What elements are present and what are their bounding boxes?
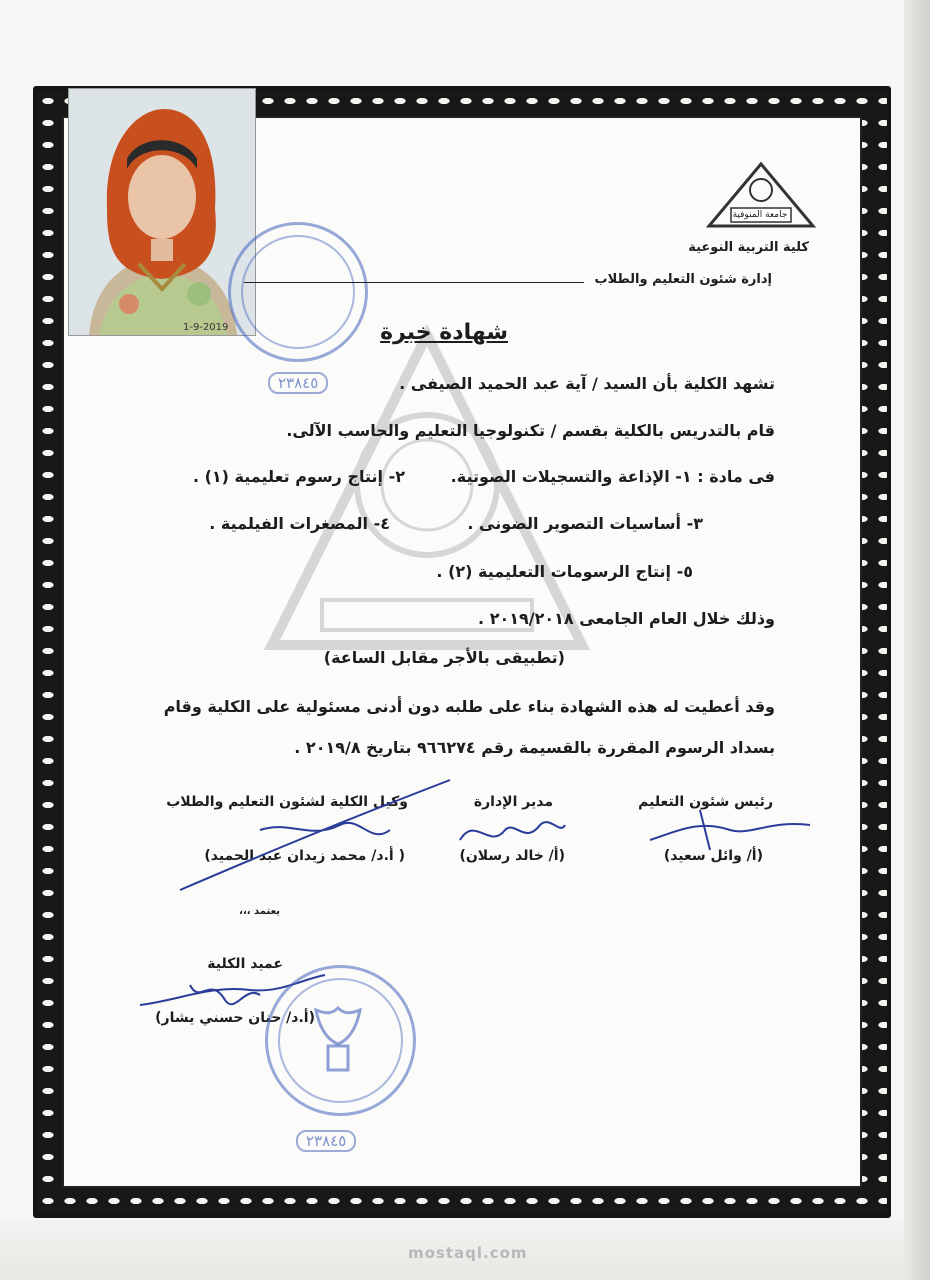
dean-name: (أ.د/ حنان حسني يشار) — [155, 1010, 315, 1026]
subject-line-d: ٤- المصغرات الفيلمية . — [209, 514, 390, 533]
department-line — [260, 272, 772, 287]
eagle-emblem — [306, 1000, 370, 1076]
department-name: إدارة شئون التعليم والطلاب — [594, 272, 772, 287]
approval-note: يعتمد ،،، — [239, 906, 280, 917]
manager-name: (أ/ خالد رسلان) — [459, 848, 565, 864]
dean-title: عميد الكلية — [207, 956, 283, 972]
certificate-title: شهادة خبرة — [380, 320, 508, 345]
college-seal-top — [228, 222, 368, 362]
disclaimer-line-2: بسداد الرسوم المقررة بالقسيمة رقم ٩٦٦٢٧٤ بتاريخ ٢٠١٩/٨ . — [294, 738, 775, 757]
vice-dean-name: ( أ.د/ محمد زيدان عبد الحميد) — [204, 848, 405, 864]
payment-type-line: (تطبيقى بالأجر مقابل الساعة) — [323, 648, 565, 667]
manager-title: مدير الإدارة — [473, 794, 553, 810]
stamp-number-bottom: ٢٣٨٤٥ — [296, 1130, 356, 1152]
subject-line-a: فى مادة : ١- الإذاعة والتسجيلات الصوتية. — [450, 467, 775, 486]
disclaimer-line-1: وقد أعطيت له هذه الشهادة بناء على طلبه دون أدنى مسئولية على الكلية وقام — [163, 697, 775, 716]
academic-year-line: وذلك خلال العام الجامعى ٢٠١٩/٢٠١٨ . — [478, 609, 775, 628]
portrait-illustration — [69, 89, 255, 335]
head-name: (أ/ وائل سعيد) — [663, 848, 763, 864]
head-title: رئيس شئون التعليم — [638, 794, 773, 810]
body-line-1: تشهد الكلية بأن السيد / آية عبد الحميد الصيفى . — [399, 374, 775, 393]
subject-line-b: ٢- إنتاج رسوم تعليمية (١) . — [192, 467, 405, 486]
vice-dean-title: وكيل الكلية لشئون التعليم والطلاب — [166, 794, 408, 810]
subject-line-c: ٣- أساسيات التصوير الضونى . — [467, 514, 703, 533]
department-underline — [244, 282, 584, 283]
scan-edge — [904, 0, 930, 1280]
photo-date: 1-9-2019 — [183, 322, 229, 333]
stamp-number-top: ٢٣٨٤٥ — [268, 372, 328, 394]
site-watermark: mostaql.com — [408, 1244, 528, 1262]
college-seal-bottom — [265, 965, 416, 1116]
faculty-name: كلية التربية النوعية — [688, 240, 809, 255]
subject-line-e: ٥- إنتاج الرسومات التعليمية (٢) . — [436, 562, 693, 581]
university-logo-text: جامعة المنوفية — [732, 210, 788, 220]
body-line-2: قام بالتدريس بالكلية بقسم / تكنولوجيا التعليم والحاسب الآلى. — [286, 421, 775, 440]
